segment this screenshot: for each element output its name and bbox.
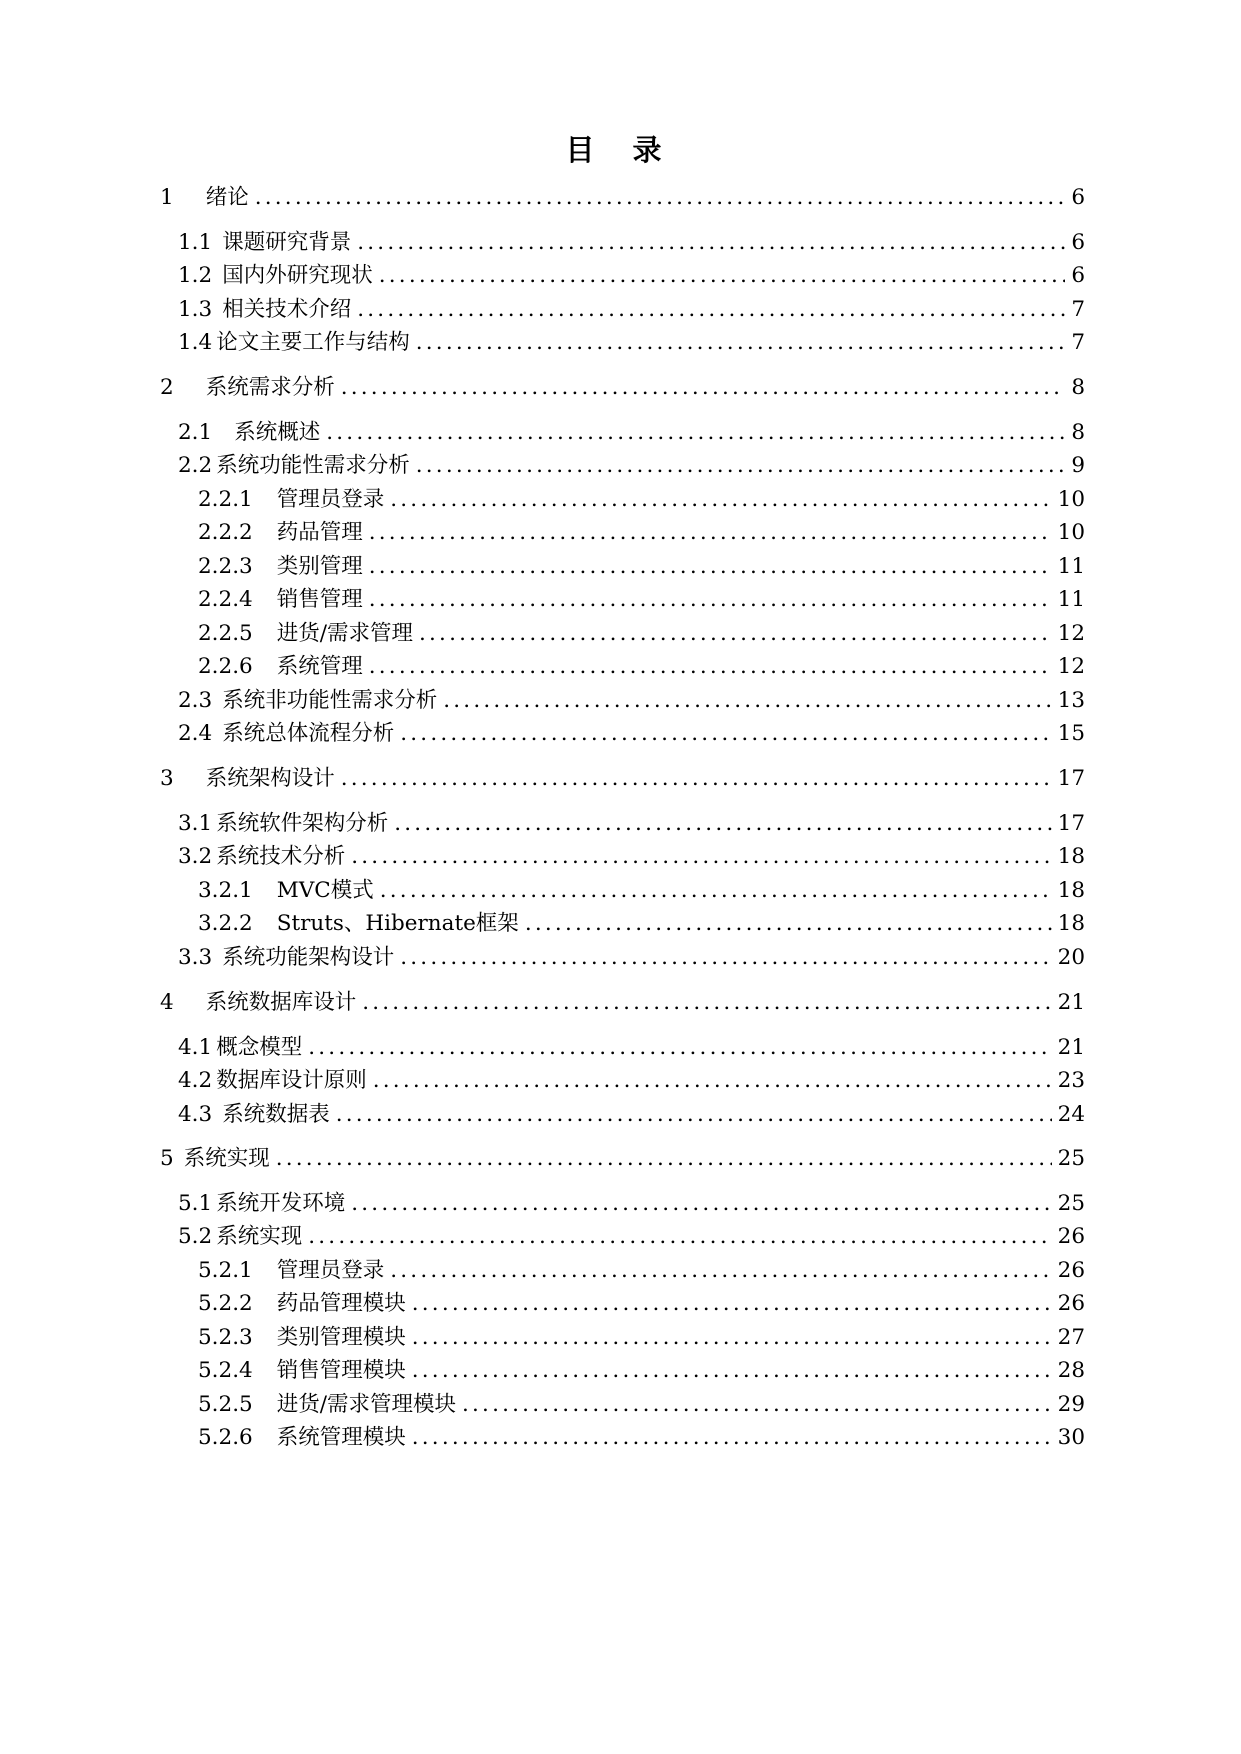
toc-entry-page: 26 — [1057, 1224, 1085, 1249]
toc-entry-page: 6 — [1071, 263, 1085, 288]
toc-entry[interactable] — [160, 370, 1085, 402]
toc-entry-label: 系统概述 — [234, 420, 321, 445]
toc-leader-dots — [380, 877, 1052, 905]
toc-entry-page: 30 — [1057, 1425, 1085, 1450]
toc-entry-label: Struts、Hibernate框架 — [276, 911, 519, 936]
toc-entry[interactable] — [178, 325, 1085, 357]
toc-entry[interactable] — [198, 873, 1085, 905]
toc-entry[interactable] — [178, 1063, 1085, 1095]
toc-entry-number: 5.2.1 — [198, 1258, 253, 1283]
toc-entry[interactable] — [160, 180, 1085, 212]
toc-entry-label: 概念模型 — [216, 1035, 303, 1060]
toc-entry[interactable] — [178, 448, 1085, 480]
toc-entry-number: 2.2.6 — [198, 654, 253, 679]
toc-entry-number: 2.2 — [178, 453, 213, 478]
toc-entry-page: 18 — [1057, 878, 1085, 903]
toc-entry[interactable] — [160, 761, 1085, 793]
toc-entry-page: 28 — [1057, 1358, 1085, 1383]
toc-leader-dots — [373, 1067, 1052, 1095]
toc-entry-page: 7 — [1071, 330, 1085, 355]
toc-entry-label: 销售管理 — [276, 587, 363, 612]
toc-entry-number: 1.3 — [178, 297, 213, 322]
toc-entry-label: 系统非功能性需求分析 — [222, 688, 438, 713]
toc-entry-number: 5.1 — [178, 1191, 213, 1216]
toc-leader-dots — [412, 1424, 1052, 1452]
toc-entry-number: 2.2.4 — [198, 587, 253, 612]
toc-entry-label: 类别管理 — [276, 554, 363, 579]
toc-leader-dots — [341, 765, 1052, 793]
toc-entry-number: 4.3 — [178, 1102, 213, 1127]
toc-entry-label: 进货/需求管理模块 — [276, 1392, 456, 1417]
toc-entry-label: 系统总体流程分析 — [222, 721, 395, 746]
toc-entry-page: 17 — [1057, 811, 1085, 836]
toc-entry-label: 销售管理模块 — [276, 1358, 406, 1383]
toc-title: 目 录 — [565, 133, 676, 167]
toc-entry-label: 系统管理 — [276, 654, 363, 679]
toc-leader-dots — [400, 944, 1051, 972]
toc-entry[interactable] — [198, 906, 1085, 938]
toc-leader-dots — [462, 1391, 1052, 1419]
toc-entry[interactable] — [198, 1420, 1085, 1452]
toc-entry[interactable] — [178, 1219, 1085, 1251]
toc-entry-number: 3.2 — [178, 844, 213, 869]
toc-entry-page: 10 — [1057, 487, 1085, 512]
toc-entry-label: 系统实现 — [216, 1224, 303, 1249]
toc-leader-dots — [255, 184, 1066, 212]
toc-leader-dots — [357, 296, 1065, 324]
toc-entry-label: 绪论 — [205, 185, 249, 210]
toc-entry[interactable] — [178, 1186, 1085, 1218]
toc-leader-dots — [326, 419, 1065, 447]
toc-entry-page: 24 — [1057, 1102, 1085, 1127]
toc-entry-number: 4.1 — [178, 1035, 213, 1060]
toc-entry-number: 2.1 — [178, 420, 213, 445]
toc-entry-number: 5.2.6 — [198, 1425, 253, 1450]
toc-entry-label: 系统功能架构设计 — [222, 945, 395, 970]
toc-entry-page: 25 — [1057, 1191, 1085, 1216]
toc-entry-number: 5.2.5 — [198, 1392, 253, 1417]
toc-leader-dots — [369, 553, 1052, 581]
toc-entry-number: 5 — [160, 1146, 174, 1171]
toc-entry-page: 7 — [1071, 297, 1085, 322]
toc-entry-page: 6 — [1071, 230, 1085, 255]
toc-entry-page: 8 — [1071, 420, 1085, 445]
toc-entry-page: 13 — [1057, 688, 1085, 713]
toc-entry-label: 数据库设计原则 — [216, 1068, 367, 1093]
toc-entry[interactable] — [178, 806, 1085, 838]
toc-entry[interactable] — [198, 1286, 1085, 1318]
toc-leader-dots — [394, 810, 1051, 838]
toc-entry-label: 系统实现 — [183, 1146, 270, 1171]
toc-entry-number: 5.2.4 — [198, 1358, 253, 1383]
toc-entry[interactable] — [178, 1097, 1085, 1129]
toc-entry-label: 系统管理模块 — [276, 1425, 406, 1450]
toc-entry-number: 5.2.2 — [198, 1291, 253, 1316]
toc-leader-dots — [308, 1034, 1051, 1062]
toc-entry-page: 21 — [1057, 1035, 1085, 1060]
toc-entry[interactable] — [178, 225, 1085, 257]
toc-entry-number: 2.2.1 — [198, 487, 253, 512]
toc-entry-number: 3.2.2 — [198, 911, 253, 936]
toc-leader-dots — [412, 1290, 1052, 1318]
toc-entry-label: 系统软件架构分析 — [216, 811, 389, 836]
toc-entry-label: 系统需求分析 — [205, 375, 335, 400]
toc-entry[interactable] — [160, 985, 1085, 1017]
toc-leader-dots — [276, 1145, 1052, 1173]
toc-entry-page: 11 — [1057, 587, 1085, 612]
toc-entry-number: 2 — [160, 375, 174, 400]
toc-entry-page: 25 — [1057, 1146, 1085, 1171]
toc-entry-label: 药品管理 — [276, 520, 363, 545]
toc-entry-number: 4.2 — [178, 1068, 213, 1093]
toc-entry-label: 课题研究背景 — [222, 230, 352, 255]
toc-leader-dots — [400, 720, 1051, 748]
toc-leader-dots — [416, 329, 1066, 357]
toc-entry-number: 1.2 — [178, 263, 213, 288]
toc-entry-page: 15 — [1057, 721, 1085, 746]
toc-entry-page: 12 — [1057, 654, 1085, 679]
toc-leader-dots — [390, 1257, 1051, 1285]
toc-entry-page: 29 — [1057, 1392, 1085, 1417]
toc-entry-page: 11 — [1057, 554, 1085, 579]
toc-entry[interactable] — [178, 415, 1085, 447]
toc-entry-page: 20 — [1057, 945, 1085, 970]
toc-leader-dots — [443, 687, 1051, 715]
toc-entry-label: MVC模式 — [276, 878, 374, 903]
toc-entry-label: 相关技术介绍 — [222, 297, 352, 322]
toc-entry-label: 系统数据表 — [222, 1102, 330, 1127]
toc-entry-label: 国内外研究现状 — [222, 263, 373, 288]
toc-entry-number: 3.3 — [178, 945, 213, 970]
toc-entry-number: 1.1 — [178, 230, 213, 255]
toc-leader-dots — [351, 843, 1051, 871]
toc-entry[interactable] — [178, 940, 1085, 972]
toc-entry[interactable] — [198, 649, 1085, 681]
toc-leader-dots — [390, 486, 1051, 514]
toc-leader-dots — [336, 1101, 1052, 1129]
toc-entry-label: 进货/需求管理 — [276, 621, 413, 646]
toc-entry-page: 12 — [1057, 621, 1085, 646]
toc-entry-label: 系统开发环境 — [216, 1191, 346, 1216]
toc-leader-dots — [379, 262, 1066, 290]
toc-entry-number: 5.2 — [178, 1224, 213, 1249]
toc-entry[interactable] — [198, 1353, 1085, 1385]
toc-entry-label: 论文主要工作与结构 — [216, 330, 410, 355]
toc-entry-label: 管理员登录 — [276, 1258, 385, 1283]
toc-entry[interactable] — [198, 549, 1085, 581]
toc-entry-number: 2.2.5 — [198, 621, 253, 646]
toc-entry[interactable] — [198, 582, 1085, 614]
toc-entry[interactable] — [178, 716, 1085, 748]
toc-leader-dots — [412, 1357, 1052, 1385]
toc-entry-number: 4 — [160, 990, 174, 1015]
toc-entry-number: 5.2.3 — [198, 1325, 253, 1350]
toc-entry[interactable] — [198, 616, 1085, 648]
toc-entry[interactable] — [178, 258, 1085, 290]
toc-entry[interactable] — [198, 1387, 1085, 1419]
toc-entry-number: 3.2.1 — [198, 878, 253, 903]
toc-entry-number: 2.4 — [178, 721, 213, 746]
toc-entry-page: 18 — [1057, 844, 1085, 869]
toc-leader-dots — [412, 1324, 1052, 1352]
toc-entry-page: 21 — [1057, 990, 1085, 1015]
toc-entry-label: 系统功能性需求分析 — [216, 453, 410, 478]
toc-entry-number: 2.2.3 — [198, 554, 253, 579]
toc-entry-number: 2.2.2 — [198, 520, 253, 545]
toc-entry-label: 药品管理模块 — [276, 1291, 406, 1316]
toc-entry-number: 1 — [160, 185, 174, 210]
toc-entry-label: 管理员登录 — [276, 487, 385, 512]
toc-entry[interactable] — [178, 292, 1085, 324]
toc-entry-page: 6 — [1071, 185, 1085, 210]
toc-leader-dots — [362, 989, 1051, 1017]
toc-leader-dots — [357, 229, 1065, 257]
toc-entry-number: 1.4 — [178, 330, 213, 355]
toc-entry-number: 3.1 — [178, 811, 213, 836]
toc-entry-page: 17 — [1057, 766, 1085, 791]
toc-leader-dots — [369, 653, 1052, 681]
toc-entry-page: 23 — [1057, 1068, 1085, 1093]
toc-entry-page: 26 — [1057, 1258, 1085, 1283]
toc-entry-page: 18 — [1057, 911, 1085, 936]
toc-entry-number: 2.3 — [178, 688, 213, 713]
toc-entry-page: 8 — [1071, 375, 1085, 400]
toc-entry-page: 10 — [1057, 520, 1085, 545]
toc-entry-label: 系统数据库设计 — [205, 990, 357, 1015]
toc-entry[interactable] — [198, 515, 1085, 547]
toc-entry[interactable] — [198, 482, 1085, 514]
toc-leader-dots — [419, 620, 1052, 648]
toc-entry-label: 系统技术分析 — [216, 844, 346, 869]
toc-leader-dots — [525, 910, 1052, 938]
toc-entry[interactable] — [198, 1320, 1085, 1352]
toc-entry[interactable] — [178, 1030, 1085, 1062]
toc-entry[interactable] — [178, 683, 1085, 715]
toc-leader-dots — [416, 452, 1066, 480]
toc-entry-page: 9 — [1071, 453, 1085, 478]
toc-entry[interactable] — [198, 1253, 1085, 1285]
toc-entry[interactable] — [178, 839, 1085, 871]
toc-entry-page: 26 — [1057, 1291, 1085, 1316]
toc-entry-label: 类别管理模块 — [276, 1325, 406, 1350]
toc-entry-number: 3 — [160, 766, 174, 791]
toc-leader-dots — [369, 519, 1052, 547]
toc-leader-dots — [369, 586, 1052, 614]
toc-leader-dots — [341, 374, 1066, 402]
toc-leader-dots — [308, 1223, 1051, 1251]
toc-entry[interactable] — [160, 1141, 1085, 1173]
toc-entry-label: 系统架构设计 — [205, 766, 335, 791]
toc-entry-page: 27 — [1057, 1325, 1085, 1350]
toc-leader-dots — [351, 1190, 1051, 1218]
